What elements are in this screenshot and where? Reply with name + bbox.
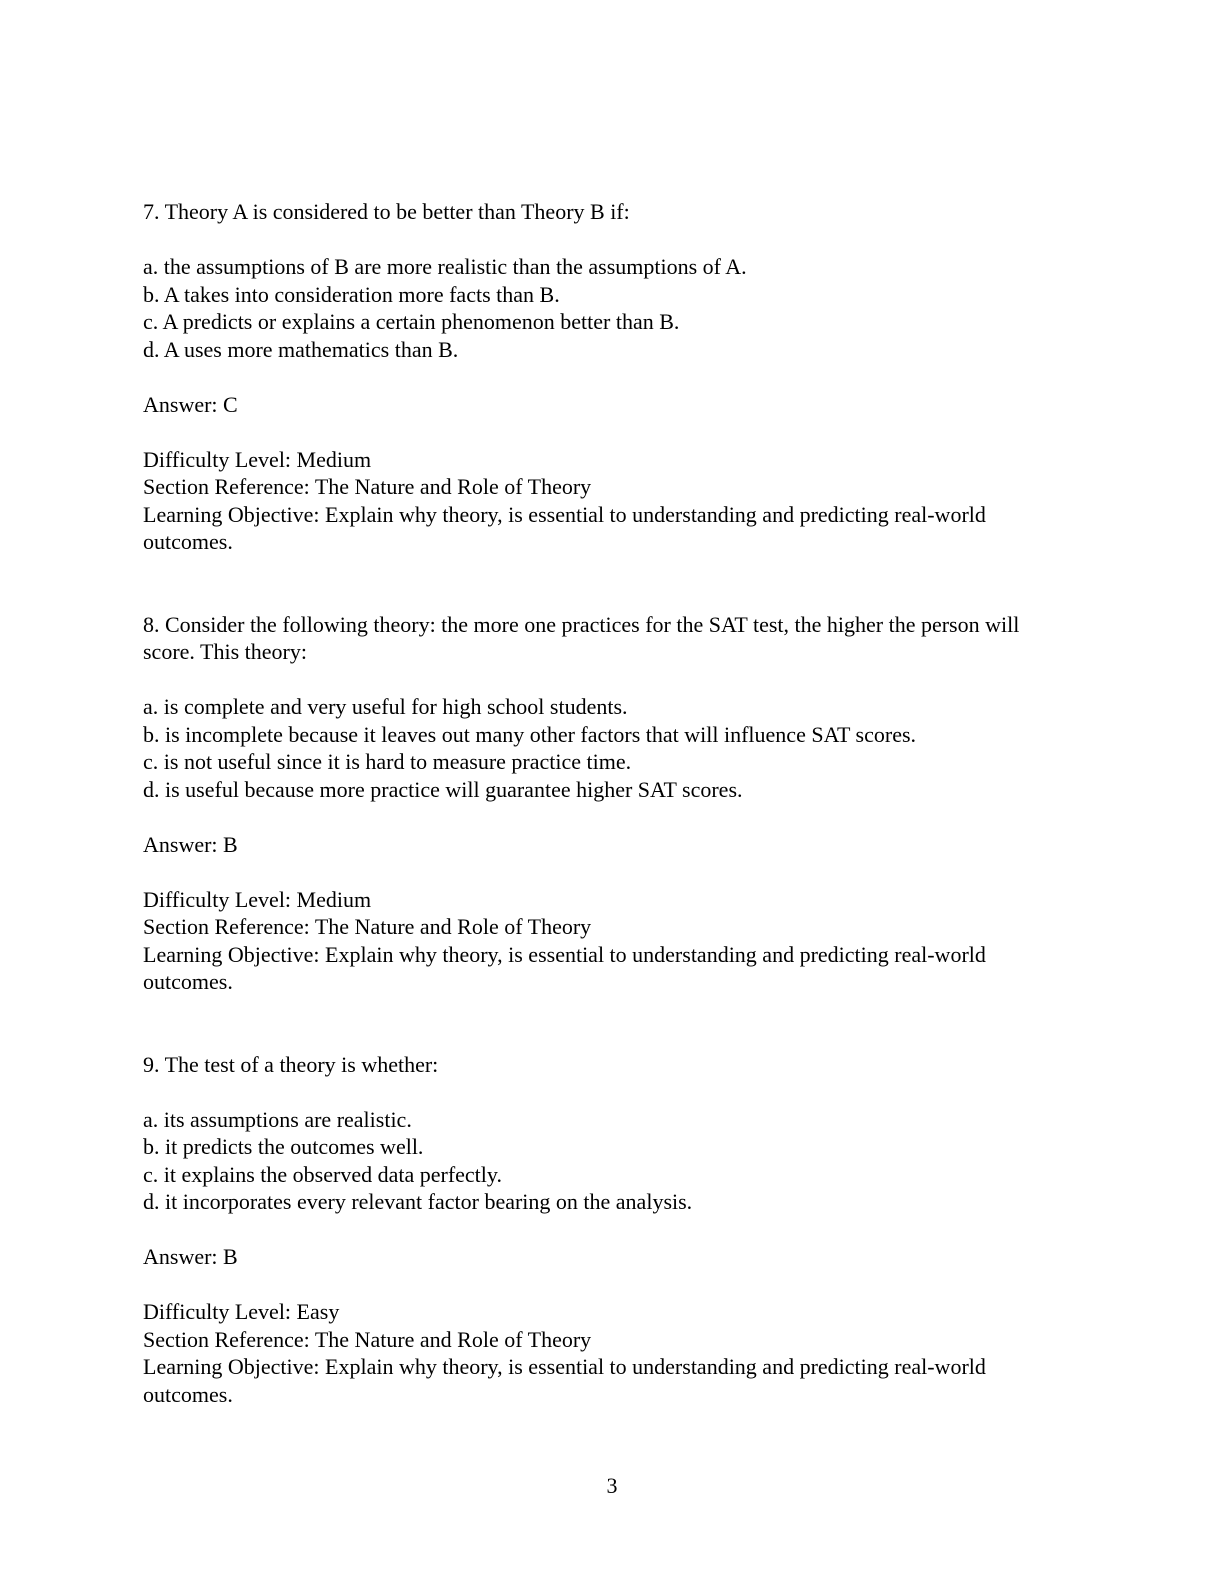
difficulty-level: Difficulty Level: Medium	[143, 886, 372, 912]
option-b: b. A takes into consideration more facts than B.	[143, 281, 560, 307]
option-c: c. it explains the observed data perfectly.	[143, 1161, 502, 1187]
learning-objective: Learning Objective: Explain why theory, is essential to understanding and predicting real-world outcomes.	[143, 1354, 986, 1407]
option-d: d. it incorporates every relevant factor bearing on the analysis.	[143, 1189, 693, 1214]
option-d: d. A uses more mathematics than B.	[143, 336, 459, 362]
option-c: c. A predicts or explains a certain phenomenon better than B.	[143, 309, 680, 334]
question-stem: 8. Consider the following theory: the more one practices for the SAT test, the higher the person will score. This theory:	[143, 611, 1020, 664]
option-b: b. it predicts the outcomes well.	[143, 1134, 424, 1159]
option-a: a. the assumptions of B are more realistic than the assumptions of A.	[143, 254, 747, 279]
question-block	[143, 198, 1073, 556]
option-c: c. is not useful since it is hard to measure practice time.	[143, 749, 632, 774]
question-list	[143, 198, 1073, 1408]
page-number: 3	[606, 1473, 618, 1498]
learning-objective: Learning Objective: Explain why theory, is essential to understanding and predicting real-world outcomes.	[143, 501, 986, 554]
difficulty-level: Difficulty Level: Medium	[143, 446, 372, 472]
answer: Answer: B	[143, 1244, 238, 1269]
question-stem: 7. Theory A is considered to be better than Theory B if:	[143, 199, 630, 224]
question-block	[143, 611, 1073, 996]
option-a: a. its assumptions are realistic.	[143, 1106, 412, 1132]
question-stem: 9. The test of a theory is whether:	[143, 1051, 439, 1077]
difficulty-level: Difficulty Level: Easy	[143, 1299, 340, 1324]
answer: Answer: B	[143, 831, 238, 857]
section-reference: Section Reference: The Nature and Role of Theory	[143, 914, 592, 939]
section-reference: Section Reference: The Nature and Role of Theory	[143, 474, 592, 499]
option-b: b. is incomplete because it leaves out many other factors that will influence SAT scores.	[143, 721, 917, 747]
section-reference: Section Reference: The Nature and Role of Theory	[143, 1326, 592, 1352]
learning-objective: Learning Objective: Explain why theory, is essential to understanding and predicting real-world outcomes.	[143, 941, 986, 994]
option-d: d. is useful because more practice will guarantee higher SAT scores.	[143, 776, 743, 802]
question-block	[143, 1051, 1073, 1409]
answer: Answer: C	[143, 391, 238, 417]
option-a: a. is complete and very useful for high school students.	[143, 694, 628, 719]
